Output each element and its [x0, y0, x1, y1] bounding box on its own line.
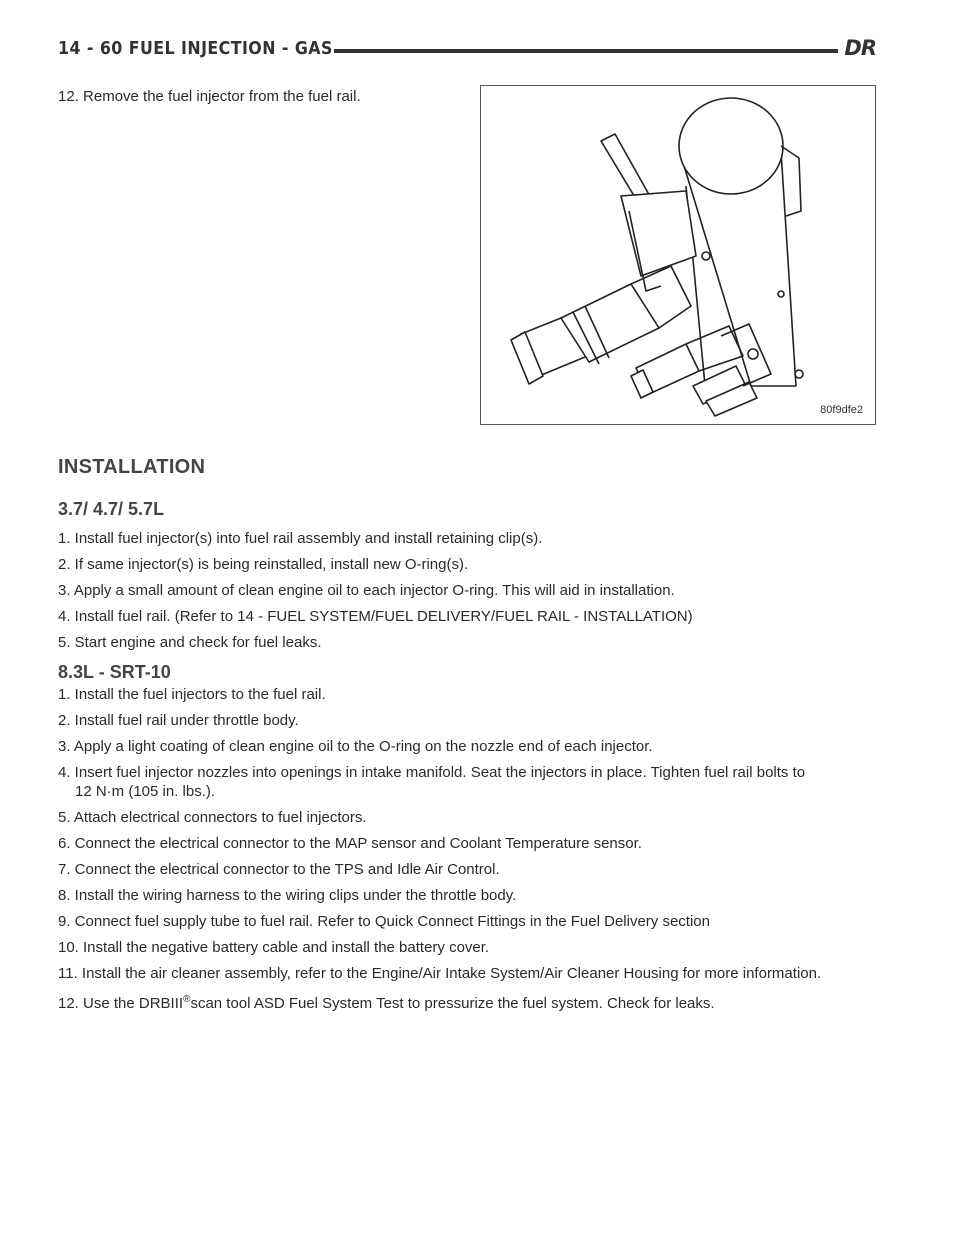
fuel-injector-illustration — [481, 86, 875, 424]
list-item: 3. Apply a small amount of clean engine oil to each injector O-ring. This will aid in installation. — [58, 582, 675, 599]
page-title: 14 - 60 FUEL INJECTION - GAS — [58, 38, 333, 59]
page-header — [58, 38, 878, 68]
list-item: 5. Attach electrical connectors to fuel injectors. — [58, 809, 367, 826]
list-item: 6. Connect the electrical connector to the MAP sensor and Coolant Temperature sensor. — [58, 835, 642, 852]
list-item: 2. Install fuel rail under throttle body. — [58, 712, 299, 729]
registered-mark: ® — [183, 994, 191, 1005]
section-a-title: 3.7/ 4.7/ 5.7L — [58, 499, 165, 519]
list-item: 1. Install the fuel injectors to the fuel rail. — [58, 686, 326, 703]
removal-step: 12. Remove the fuel injector from the fuel rail. — [58, 88, 361, 105]
list-item: 1. Install fuel injector(s) into fuel rail assembly and install retaining clip(s). — [58, 530, 543, 547]
section-b-steps — [58, 685, 880, 1020]
section-a-steps — [58, 529, 880, 659]
step-text: 4. Insert fuel injector nozzles into openings in intake manifold. Seat the injectors in place. Tighten fuel rail bolts to — [58, 764, 806, 781]
list-item: 8. Install the wiring harness to the wiring clips under the throttle body. — [58, 887, 517, 904]
list-item: 9. Connect fuel supply tube to fuel rail. Refer to Quick Connect Fittings in the Fuel Delivery section — [58, 913, 710, 930]
list-item — [58, 990, 880, 1013]
list-item: 4. Install fuel rail. (Refer to 14 - FUEL SYSTEM/FUEL DELIVERY/FUEL RAIL - INSTALLATION) — [58, 608, 693, 625]
figure-id: 80f9dfe2 — [820, 404, 863, 416]
step-text-rest: scan tool ASD Fuel System Test to pressurize the fuel system. Check for leaks. — [190, 995, 715, 1012]
list-item: 7. Connect the electrical connector to the TPS and Idle Air Control. — [58, 861, 500, 878]
model-code: DR — [844, 36, 876, 60]
list-item: 3. Apply a light coating of clean engine oil to the O-ring on the nozzle end of each injector. — [58, 738, 653, 755]
section-b-title: 8.3L - SRT-10 — [58, 662, 171, 682]
header-rule — [334, 49, 838, 53]
installation-heading: INSTALLATION — [58, 456, 206, 478]
step-text-continued: 12 N·m (105 in. lbs.). — [75, 783, 216, 800]
injector-figure — [480, 85, 876, 425]
list-item: 2. If same injector(s) is being reinstalled, install new O-ring(s). — [58, 556, 469, 573]
list-item: 5. Start engine and check for fuel leaks. — [58, 634, 322, 651]
list-item: 11. Install the air cleaner assembly, refer to the Engine/Air Intake System/Air Cleaner Housing for more information. — [58, 965, 822, 982]
list-item: 10. Install the negative battery cable and install the battery cover. — [58, 939, 490, 956]
list-item — [58, 763, 880, 801]
step-text: 12. Use the DRBIII — [58, 995, 184, 1012]
